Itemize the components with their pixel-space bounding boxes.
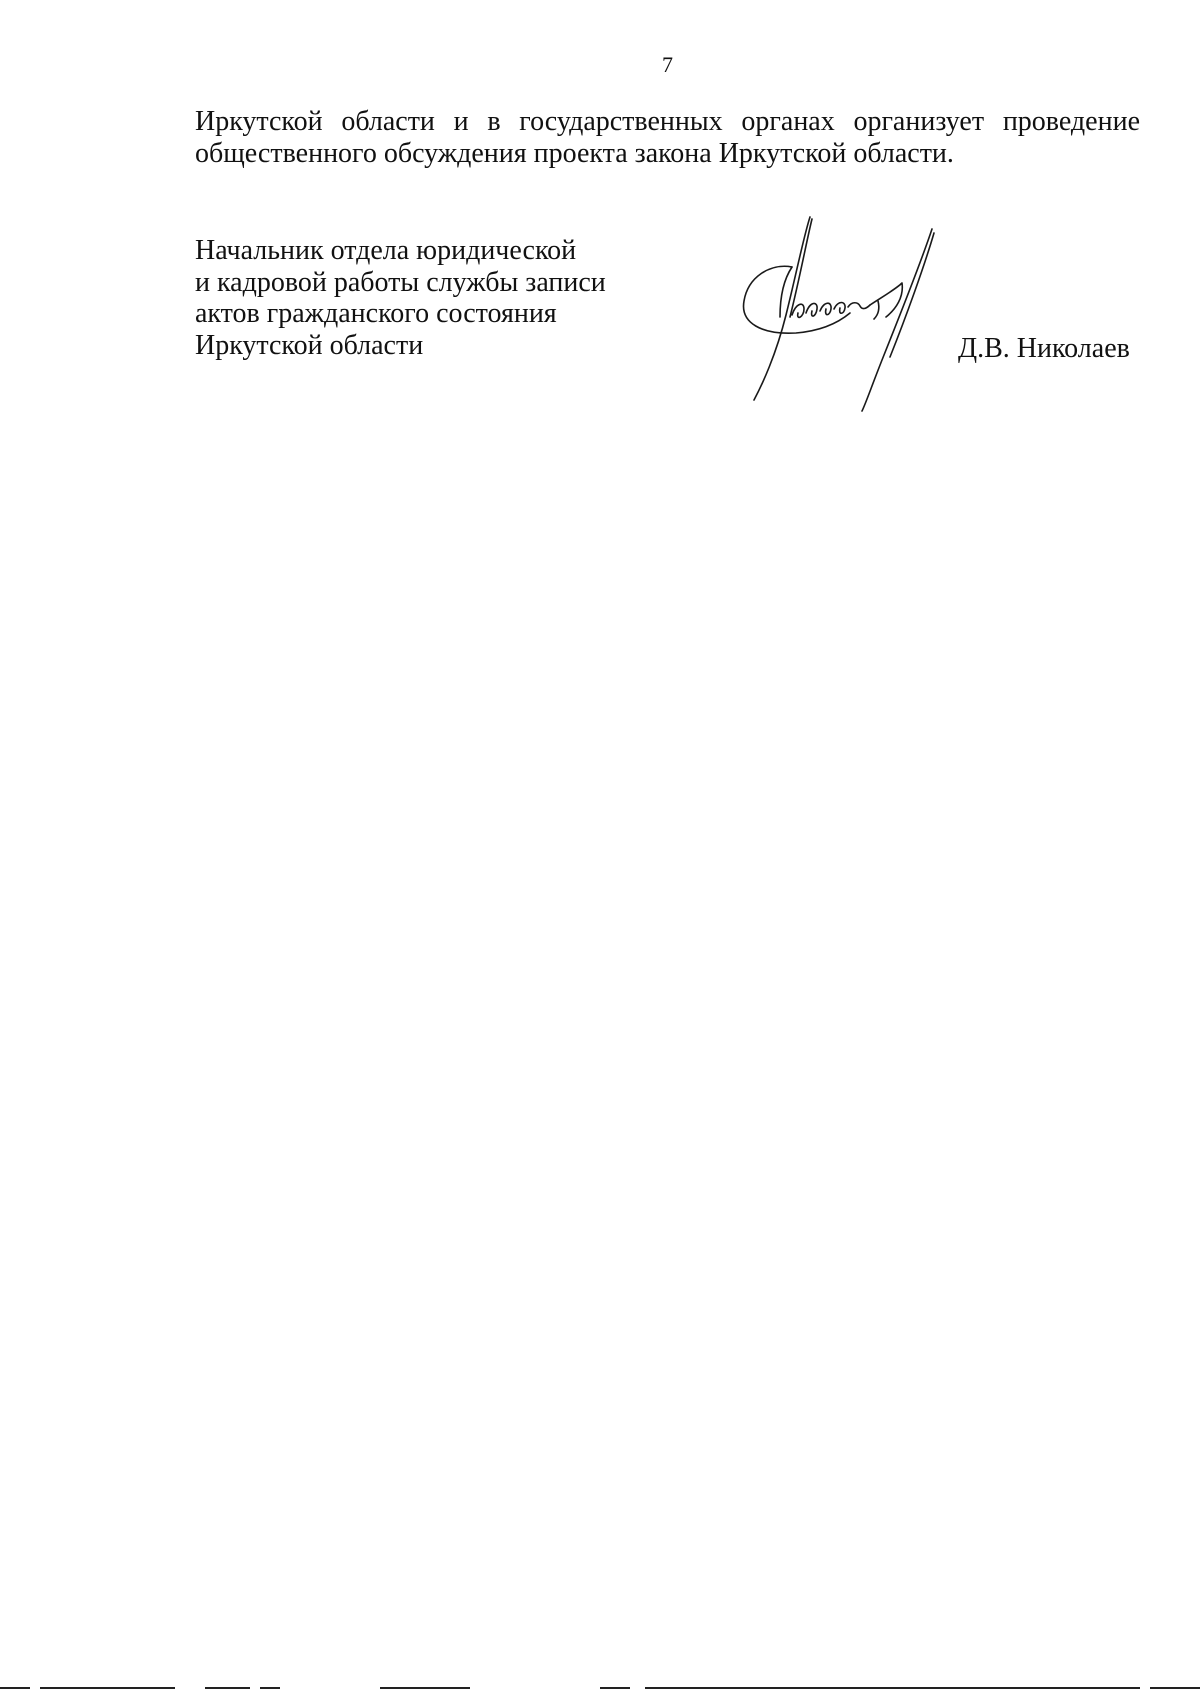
signatory-name: Д.В. Николаев [958, 333, 1130, 364]
body-paragraph [195, 106, 1140, 170]
signatory-title [195, 235, 606, 361]
signatory-title-line: Иркутской области [195, 329, 424, 361]
signatory-title-line: Начальник отдела юридической [195, 235, 577, 266]
signatory-title-line: актов гражданского состояния [195, 298, 557, 329]
signature-icon [700, 205, 950, 420]
body-line: общественного обсуждения проекта закона Иркутской области. [195, 138, 954, 169]
signatory-title-line: и кадровой работы службы записи [195, 266, 606, 298]
body-line: Иркутской области и в государственных органах организует проведение [195, 106, 1140, 137]
page-number: 7 [662, 52, 673, 77]
scan-edge-line [0, 1686, 1200, 1690]
